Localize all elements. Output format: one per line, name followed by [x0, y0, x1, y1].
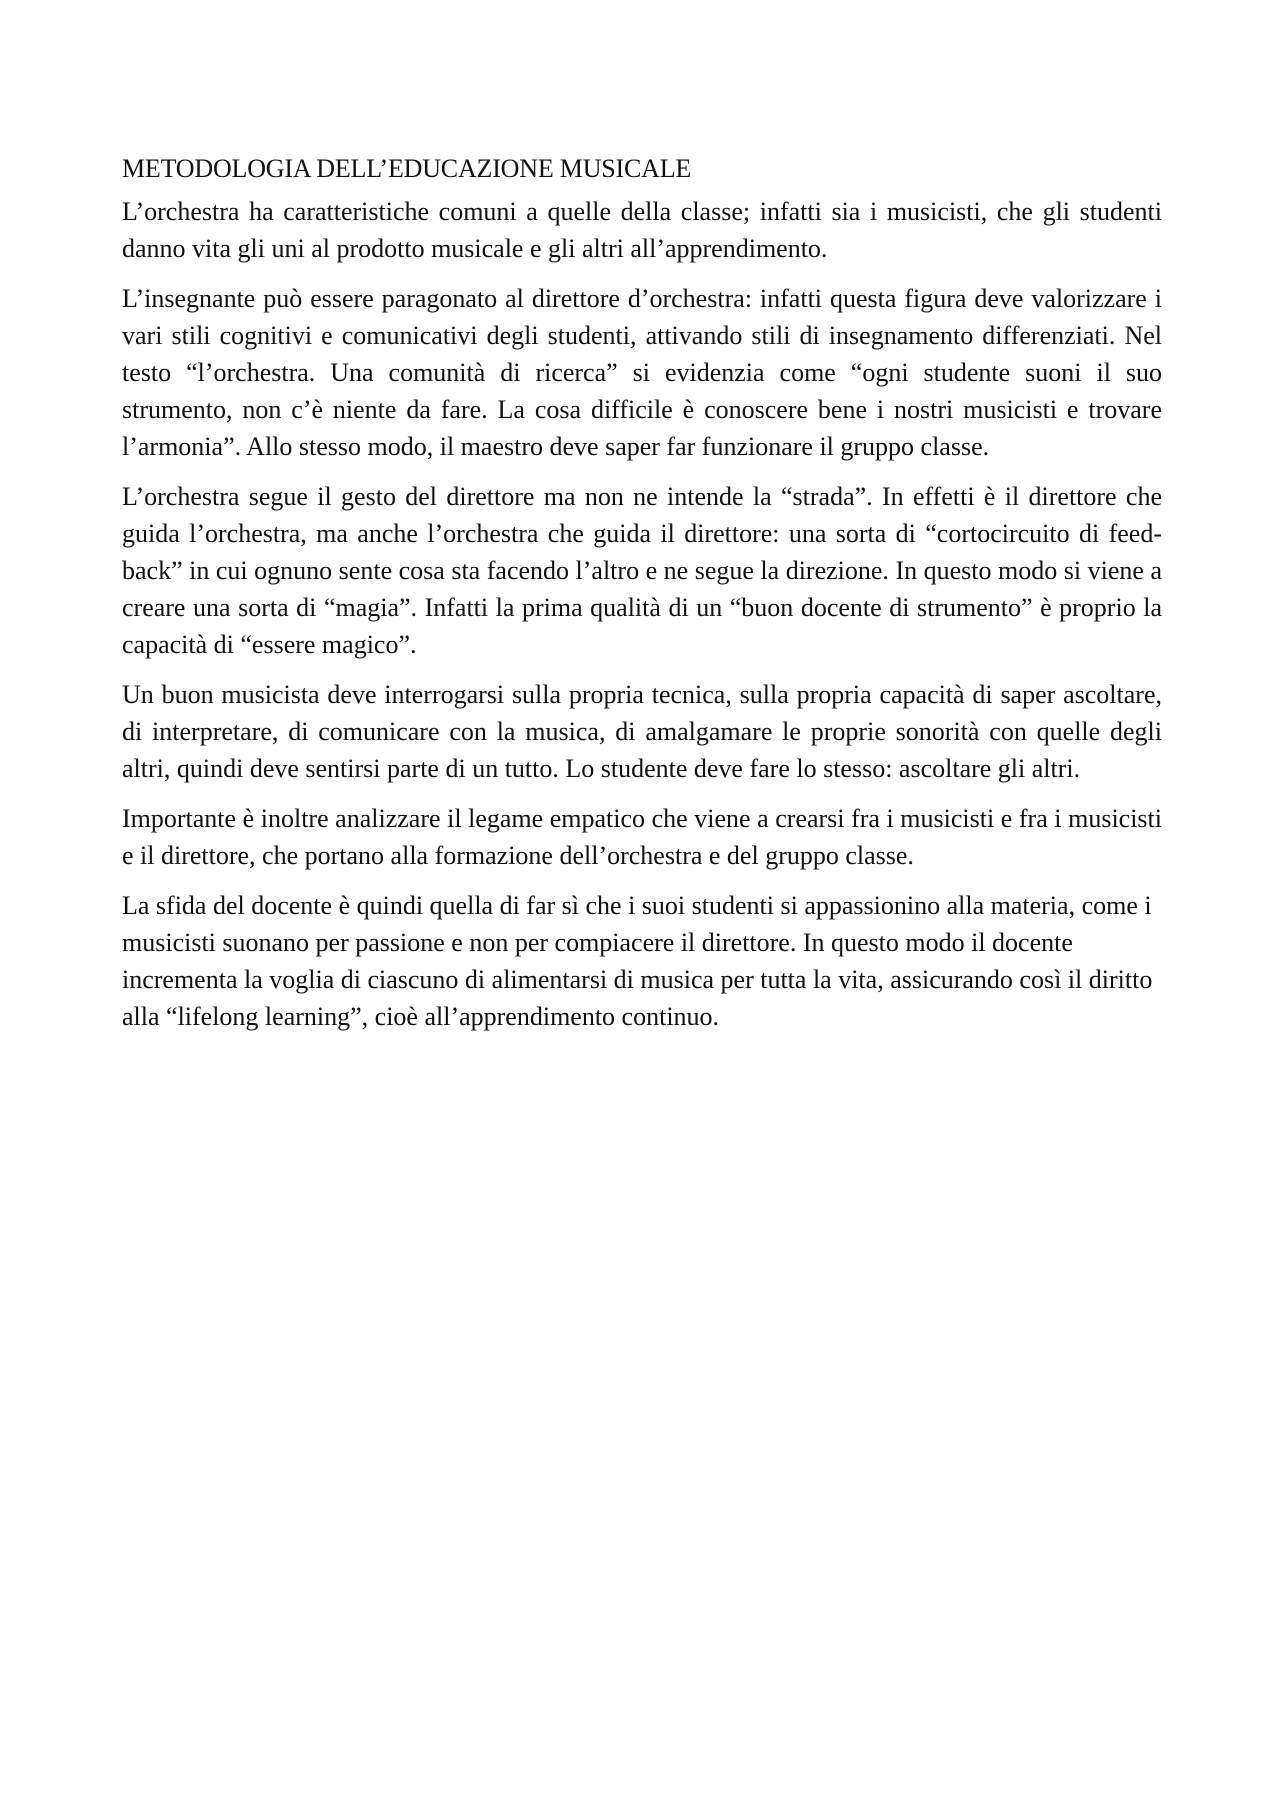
paragraph-gesto-direttore: L’orchestra segue il gesto del direttore ma non ne intende la “strada”. In effetti è il direttore che guida l’orchestra, ma anche l’orchestra che guida il direttore: una sorta di “cortocircuito di feed-back” in cui ognuno sente cosa sta facendo l’altro e ne segue la direzione. In questo modo si viene a creare una sorta di “magia”. Infatti la prima qualità di un “buon docente di strumento” è proprio la capacità di “essere magico”. [122, 482, 1162, 659]
paragraph-sfida-docente: La sfida del docente è quindi quella di far sì che i suoi studenti si appassionino alla materia, come i musicisti suonano per passione e non per compiacere il direttore. In questo modo il docente incrementa la voglia di ciascuno di alimentarsi di musica per tutta la vita, assicurando così il diritto alla “lifelong learning”, cioè all’apprendimento continuo. [122, 891, 1153, 1031]
document-title: METODOLOGIA DELL’EDUCAZIONE MUSICALE [122, 154, 692, 183]
document-body [122, 150, 1162, 1048]
paragraph-legame-empatico: Importante è inoltre analizzare il legame empatico che viene a crearsi fra i musicisti e fra i musicisti e il direttore, che portano alla formazione dell’orchestra e del gruppo classe. [122, 804, 1162, 870]
paragraph-buon-musicista: Un buon musicista deve interrogarsi sulla propria tecnica, sulla propria capacità di saper ascoltare, di interpretare, di comunicare con la musica, di amalgamare le proprie sonorità con quelle degli altri, quindi deve sentirsi parte di un tutto. Lo studente deve fare lo stesso: ascoltare gli altri. [122, 680, 1162, 783]
paragraph-insegnante-direttore: L’insegnante può essere paragonato al direttore d’orchestra: infatti questa figura deve valorizzare i vari stili cognitivi e comunicativi degli studenti, attivando stili di insegnamento differenziati. Nel testo “l’orchestra. Una comunità di ricerca” si evidenzia come “ogni studente suoni il suo strumento, non c’è niente da fare. La cosa difficile è conoscere bene i nostri musicisti e trovare l’armonia”. Allo stesso modo, il maestro deve saper far funzionare il gruppo classe. [122, 284, 1162, 461]
paragraph-orchestra-classe: L’orchestra ha caratteristiche comuni a quelle della classe; infatti sia i musicisti, che gli studenti danno vita gli uni al prodotto musicale e gli altri all’apprendimento. [122, 197, 1162, 263]
